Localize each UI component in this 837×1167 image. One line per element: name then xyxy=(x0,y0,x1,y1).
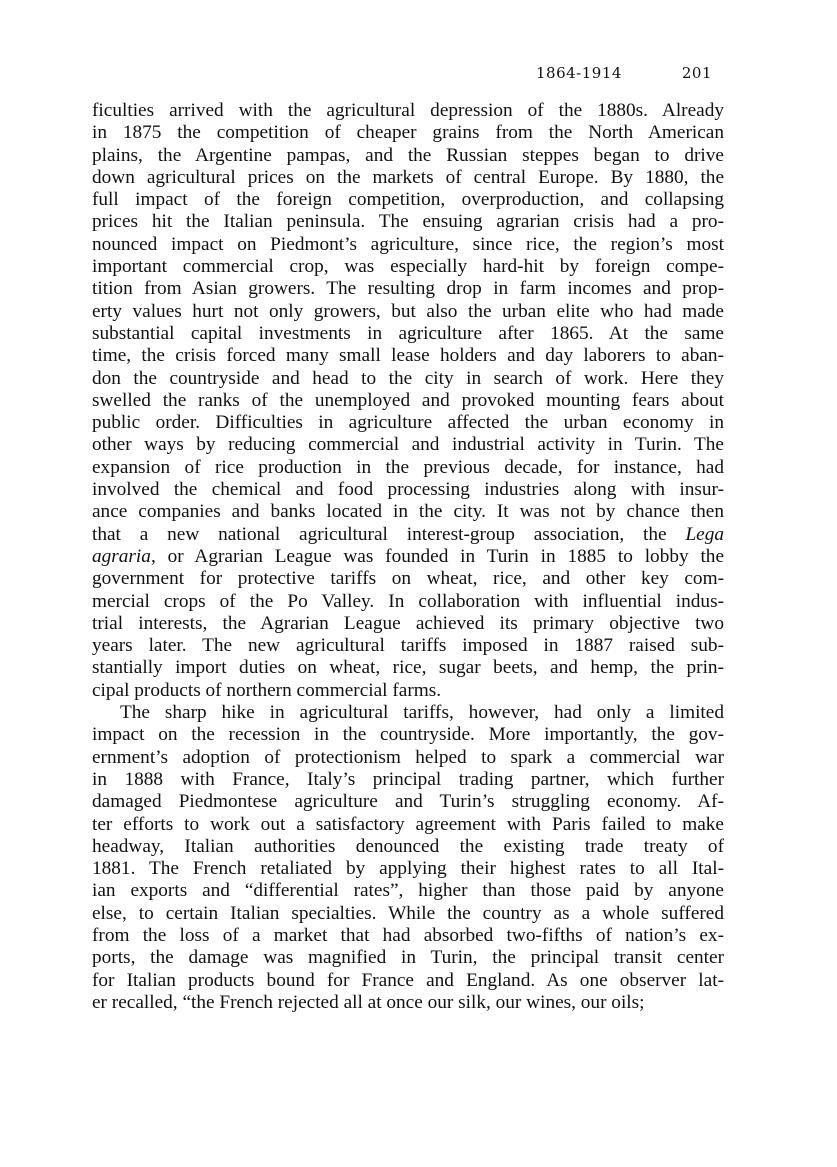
text-segment: plains, the Argentine pampas, and the Russian steppes began to drive xyxy=(92,144,724,166)
text-line xyxy=(92,278,724,300)
text-segment: er recalled, “the French rejected all at once our silk, our wines, our oils; xyxy=(92,991,645,1013)
text-line xyxy=(92,256,724,278)
text-segment: ance companies and banks located in the city. It was not by chance then xyxy=(92,501,724,523)
text-segment: impact on the recession in the countryside. More importantly, the gov- xyxy=(92,724,724,746)
text-line xyxy=(92,390,724,412)
text-line xyxy=(92,546,724,568)
text-segment: damaged Piedmontese agriculture and Turin’s struggling economy. Af- xyxy=(92,791,724,813)
text-segment: involved the chemical and food processing industries along with insur- xyxy=(92,479,724,501)
text-line xyxy=(92,145,724,167)
text-line xyxy=(92,680,724,702)
italic-term: Lega xyxy=(685,523,724,545)
text-segment: other ways by reducing commercial and industrial activity in Turin. The xyxy=(92,434,724,456)
text-line xyxy=(92,858,724,880)
text-line xyxy=(92,814,724,836)
text-line xyxy=(92,903,724,925)
text-line xyxy=(92,457,724,479)
text-segment: time, the crisis forced many small lease holders and day laborers to aban- xyxy=(92,345,724,367)
text-line xyxy=(92,724,724,746)
text-line xyxy=(92,368,724,390)
running-header xyxy=(536,64,712,88)
text-line xyxy=(92,836,724,858)
text-line xyxy=(92,167,724,189)
text-segment: government for protective tariffs on wheat, rice, and other key com- xyxy=(92,568,724,590)
text-segment: important commercial crop, was especially hard-hit by foreign compe- xyxy=(92,256,724,278)
text-line xyxy=(92,791,724,813)
text-segment: trial interests, the Agrarian League achieved its primary objective two xyxy=(92,612,724,634)
text-segment: else, to certain Italian specialties. While the country as a whole suffered xyxy=(92,902,724,924)
text-segment: ports, the damage was magnified in Turin, the principal transit center xyxy=(92,947,724,969)
italic-term: agraria xyxy=(92,545,151,567)
text-segment: ian exports and “differential rates”, higher than those paid by anyone xyxy=(92,880,724,902)
text-segment: mercial crops of the Po Valley. In collaboration with influential indus- xyxy=(92,590,724,612)
text-segment: erty values hurt not only growers, but also the urban elite who had made xyxy=(92,300,724,322)
text-line xyxy=(92,323,724,345)
text-line xyxy=(92,189,724,211)
text-segment: swelled the ranks of the unemployed and provoked mounting fears about xyxy=(92,389,724,411)
text-line xyxy=(92,880,724,902)
paragraph xyxy=(92,100,724,702)
text-line xyxy=(92,100,724,122)
text-segment: ficulties arrived with the agricultural depression of the 1880s. Already xyxy=(92,100,724,121)
text-line xyxy=(92,947,724,969)
text-segment: 1881. The French retaliated by applying their highest rates to all Ital- xyxy=(92,858,724,880)
text-segment: public order. Difficulties in agriculture affected the urban economy in xyxy=(92,412,724,434)
text-segment: cipal products of northern commercial farms. xyxy=(92,679,442,701)
text-segment: down agricultural prices on the markets of central Europe. By 1880, the xyxy=(92,166,724,188)
page-number: 201 xyxy=(681,64,712,82)
text-segment: that a new national agricultural interest-group association, the xyxy=(92,523,686,545)
text-segment: in 1888 with France, Italy’s principal trading partner, which further xyxy=(92,768,724,790)
text-segment: full impact of the foreign competition, overproduction, and collapsing xyxy=(92,189,724,211)
text-line xyxy=(92,769,724,791)
text-line xyxy=(92,657,724,679)
text-line xyxy=(92,434,724,456)
text-line xyxy=(92,747,724,769)
text-segment: ter efforts to work out a satisfactory agreement with Paris failed to make xyxy=(92,813,724,835)
text-line xyxy=(92,970,724,992)
text-line xyxy=(92,234,724,256)
text-line xyxy=(92,501,724,523)
text-segment: tition from Asian growers. The resulting drop in farm incomes and prop- xyxy=(92,278,724,300)
running-head-title: 1864-1914 xyxy=(536,64,622,82)
text-line xyxy=(92,635,724,657)
text-segment: from the loss of a market that had absorbed two-fifths of nation’s ex- xyxy=(92,924,724,946)
text-segment: don the countryside and head to the city in search of work. Here they xyxy=(92,367,724,389)
text-line xyxy=(92,479,724,501)
text-line xyxy=(92,345,724,367)
text-line xyxy=(92,702,724,724)
text-segment: prices hit the Italian peninsula. The ensuing agrarian crisis had a pro- xyxy=(92,211,724,233)
text-line xyxy=(92,412,724,434)
text-segment: for Italian products bound for France and England. As one observer lat- xyxy=(92,969,724,991)
text-line xyxy=(92,568,724,590)
text-line xyxy=(92,591,724,613)
text-line xyxy=(92,301,724,323)
text-line xyxy=(92,524,724,546)
text-segment: in 1875 the competition of cheaper grains from the North American xyxy=(92,122,724,144)
text-line xyxy=(92,122,724,144)
text-line xyxy=(92,613,724,635)
body-text xyxy=(92,100,724,1014)
text-segment: headway, Italian authorities denounced the existing trade treaty of xyxy=(92,835,724,857)
text-segment: , or Agrarian League was founded in Turin in 1885 to lobby the xyxy=(150,545,724,567)
text-line xyxy=(92,992,724,1014)
text-line xyxy=(92,925,724,947)
text-line xyxy=(92,211,724,233)
text-segment: expansion of rice production in the previous decade, for instance, had xyxy=(92,456,724,478)
text-segment: nounced impact on Piedmont’s agriculture, since rice, the region’s most xyxy=(92,233,724,255)
text-segment: years later. The new agricultural tariffs imposed in 1887 raised sub- xyxy=(92,635,724,657)
text-segment: stantially import duties on wheat, rice, sugar beets, and hemp, the prin- xyxy=(92,657,724,679)
paragraph xyxy=(92,702,724,1014)
text-segment: ernment’s adoption of protectionism helped to spark a commercial war xyxy=(92,746,724,768)
text-segment: The sharp hike in agricultural tariffs, however, had only a limited xyxy=(120,702,724,724)
text-segment: substantial capital investments in agriculture after 1865. At the same xyxy=(92,322,724,344)
